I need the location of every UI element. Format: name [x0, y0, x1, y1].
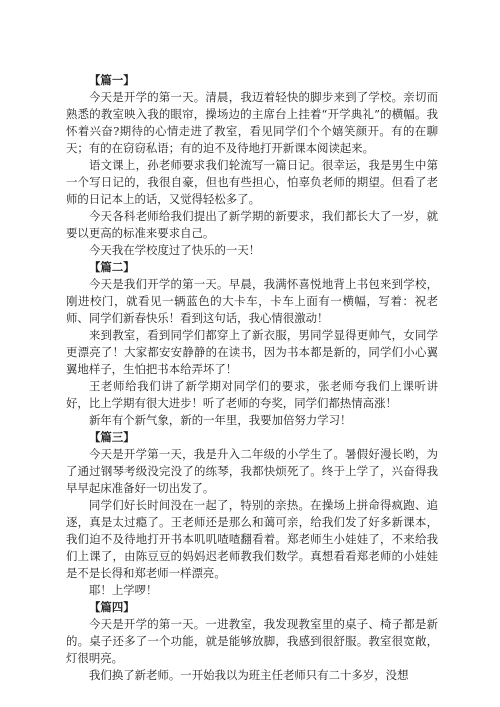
paragraph: 今天是我们开学的第一天。早晨，我满怀喜悦地背上书包来到学校，刚进校门，就看见一辆蓝色的大卡车，卡车上面有一横幅，写着：祝老师、同学们新春快乐！看到这句话，我心情很激动！ [66, 277, 438, 325]
paragraph: 今天是开学的第一天。一进教室，我发现教室里的桌子、椅子都是新的。桌子还多了一个功能，就是能够放脚，我感到很舒服。教室很宽敞，灯很明亮。 [66, 617, 438, 665]
section-3 [66, 429, 438, 599]
section-heading: 【篇三】 [89, 430, 135, 444]
section-2 [66, 259, 438, 429]
section-1 [66, 72, 438, 259]
section-heading: 【篇四】 [89, 600, 135, 614]
document-body [66, 72, 438, 684]
paragraph: 来到教室，看到同学们都穿上了新衣服，男同学显得更帅气，女同学更漂亮了！大家都安安静静的在读书，因为书本都是新的，同学们小心翼翼地样子，生怕把书本给弄坏了！ [66, 328, 438, 376]
section-heading: 【篇一】 [89, 73, 135, 87]
section-4 [66, 599, 438, 684]
paragraph: 今天我在学校度过了快乐的一天！ [89, 243, 261, 257]
paragraph: 今天是开学第一天，我是升入二年级的小学生了。暑假好漫长哟，为了通过钢琴考级没完没了的练琴，我都快烦死了。终于上学了，兴奋得我早早起床准备好一切出发了。 [66, 447, 438, 495]
paragraph: 新年有个新气象，新的一年里，我要加倍努力学习！ [89, 413, 352, 427]
paragraph: 语文课上，孙老师要求我们轮流写一篇日记。很幸运，我是男生中第一个写日记的，我很自豪，但也有些担心，怕辜负老师的期望。但看了老师的日记本上的话，又觉得轻松多了。 [66, 158, 438, 206]
paragraph: 耶！上学啰！ [89, 583, 158, 597]
paragraph: 今天是开学的第一天。清晨，我迈着轻快的脚步来到了学校。亲切而熟悉的教室映入我的眼帘，操场边的主席台上挂着“开学典礼”的横幅。我怀着兴奋?期待的心情走进了教室，看见同学们个个嬉笑颜开。有的在聊天；有的在窃窃私语；有的迫不及待地打开新课本阅读起来。 [66, 90, 438, 155]
section-heading: 【篇二】 [89, 260, 135, 274]
paragraph: 我们换了新老师。一开始我以为班主任老师只有二十多岁，没想 [89, 668, 409, 682]
paragraph: 王老师给我们讲了新学期对同学们的要求，张老师夸我们上课听讲好，比上学期有很大进步！听了老师的夸奖，同学们都热情高涨！ [66, 379, 438, 410]
paragraph: 今天各科老师给我们提出了新学期的新要求，我们都长大了一岁，就要以更高的标准来要求自己。 [66, 209, 438, 240]
paragraph: 同学们好长时间没在一起了，特别的亲热。在操场上拼命得疯跑、追逐，真是太过瘾了。王老师还是那么和蔼可亲，给我们发了好多新课本，我们迫不及待地打开书本叽叽喳喳翻看着。郑老师生小娃娃了，不来给我们上课了，由陈豆豆的妈妈迟老师教我们数学。真想看看郑老师的小娃娃是不是长得和郑老师一样漂亮。 [66, 498, 438, 580]
